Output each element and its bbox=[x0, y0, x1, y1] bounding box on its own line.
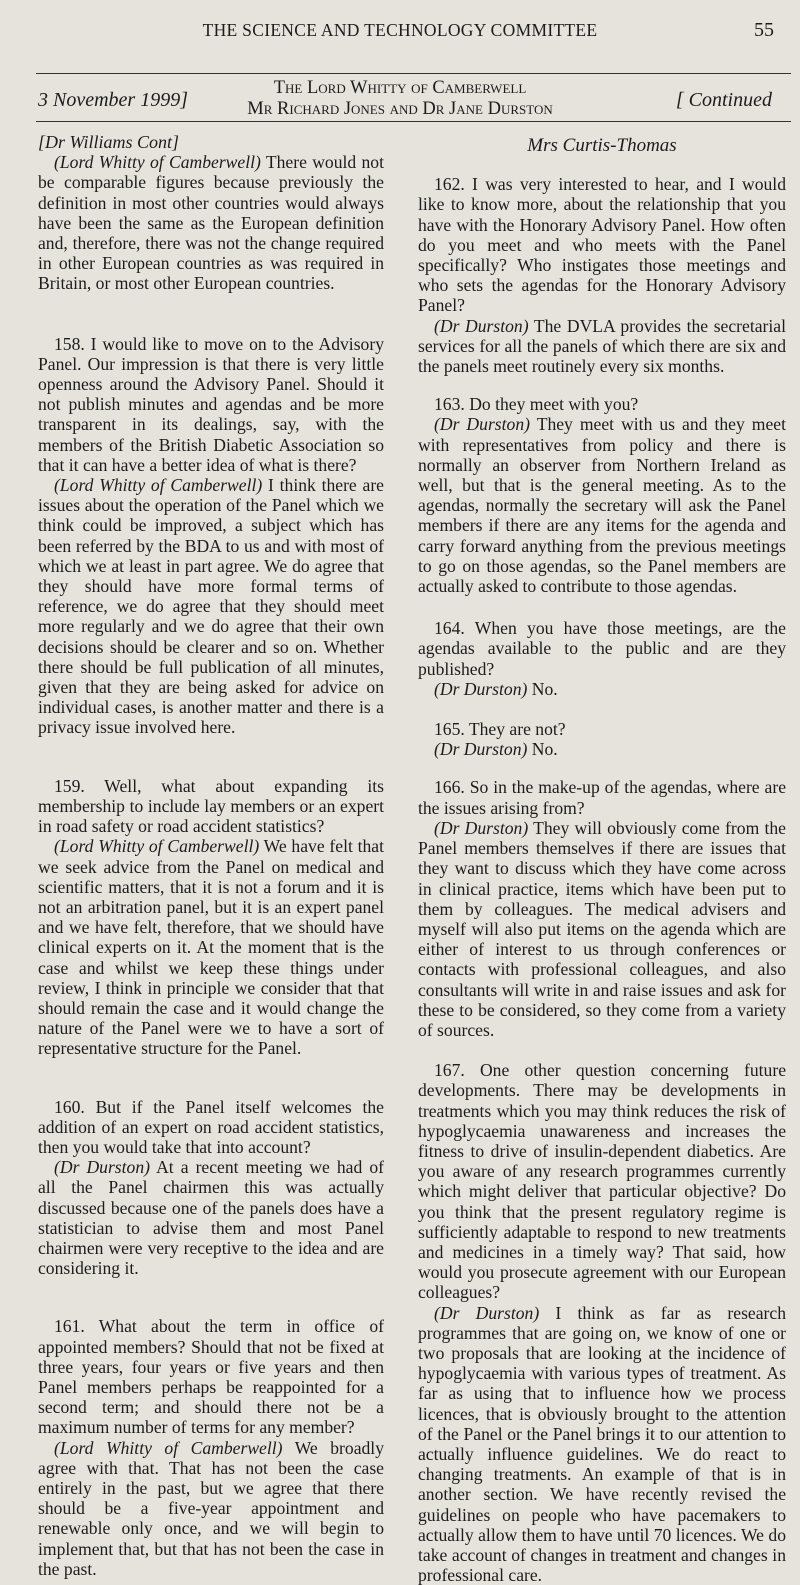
answer-paragraph bbox=[418, 818, 786, 1040]
question-paragraph: 165. They are not? bbox=[434, 719, 566, 740]
question-paragraph: 160. But if the Panel itself welcomes the addition of an expert on road accident statistics, then you would take that into account? bbox=[38, 1096, 384, 1157]
paragraph-text: There would not be comparable figures because previously the definition in most other countries would always have been the same as the European definition and, therefore, there was not the change required in other European countries as was required in Britain, or most other European countries. bbox=[38, 152, 384, 294]
question-paragraph: 159. Well, what about expanding its membership to include lay members or an expert in road safety or road accident statistics? bbox=[38, 775, 384, 837]
question-paragraph: 167. One other question concerning future developments. There may be developments in treatments which you may think reduces the risk of hypoglycaemia unawareness and increases the fitness to drive of insulin-dependent diabetics. Are you aware of any research programmes currently which might deliver that particular objective? Do you think that the present regulatory regime is sufficiently adaptable to respond to new treatments and medicines in a timely way? That said, how would you prosecute agreement with our European colleagues? bbox=[418, 1060, 786, 1303]
speaker-label: (Lord Whitty of Camberwell) bbox=[54, 836, 260, 857]
witness-line-2: Mr Richard Jones and Dr Jane Durston bbox=[247, 99, 553, 119]
question-paragraph: 158. I would like to move on to the Advisory Panel. Our impression is that there is very little openness around the Advisory Panel. Should it not publish minutes and agendas and be more transparent in its dealings, say, with the members of the British Diabetic Association so that it can have a better idea of what is there? bbox=[38, 333, 384, 475]
paragraph-text: At a recent meeting we had of all the Panel chairmen this was actually discussed because one of the panels does have a statistician to advise them and most Panel chairmen were very receptive to the idea and are considering it. bbox=[38, 1157, 384, 1279]
speaker-label: (Lord Whitty of Camberwell) bbox=[54, 152, 261, 173]
speaker-label: (Dr Durston) bbox=[434, 678, 528, 699]
speaker-label: (Dr Durston) bbox=[434, 817, 529, 838]
paragraph-text: No. bbox=[527, 739, 558, 760]
paragraph-text: We broadly agree with that. That has not been the case entirely in the past, but we agree that there should be a five-year appointment and renewable only once, and we will begin to implement that, but that has not been the case in the past. bbox=[38, 1437, 384, 1579]
page-number: 55 bbox=[754, 19, 774, 41]
answer-paragraph bbox=[418, 316, 786, 377]
running-title: THE SCIENCE AND TECHNOLOGY COMMITTEE bbox=[202, 20, 598, 40]
answer-paragraph bbox=[418, 414, 786, 596]
witness-line-1: The Lord Whitty of Camberwell bbox=[273, 78, 527, 98]
left-column bbox=[38, 132, 384, 1579]
answer-paragraph bbox=[38, 1438, 384, 1579]
top-rule bbox=[36, 73, 791, 74]
answer-paragraph bbox=[38, 475, 384, 738]
right-column bbox=[418, 132, 786, 1585]
speaker-label: (Dr Durston) bbox=[434, 1302, 540, 1323]
right-column-heading: Mrs Curtis-Thomas bbox=[527, 135, 677, 156]
speaker-label: (Dr Durston) bbox=[434, 739, 528, 760]
header-bottom-rule bbox=[36, 121, 791, 122]
paragraph-text: I think there are issues about the operation of the Panel which we think could be improved, a subject which has been referred by the BDA to us and with most of which we at least in part agree. We do agree that they should have more formal terms of reference, we do agree that they should meet more regularly and we do agree that their own decisions should be clearer and so on. Whether there should be full publication of all minutes, given that they are being asked for advice on individual cases, is another matter and there is a privacy issue involved here. bbox=[38, 475, 384, 738]
continued-label: [ Continued bbox=[675, 89, 772, 111]
answer-paragraph bbox=[38, 836, 384, 1058]
question-paragraph: 163. Do they meet with you? bbox=[434, 394, 639, 415]
paragraph-text: They will obviously come from the Panel members themselves if there are issues that they want to discuss which they have come across in clinical practice, items which have been put to them by colleagues. The medical advisers and myself will also put items on the agenda which are either of interest to us through conferences or contacts with professional colleagues, and also consultants will write in and raise issues and ask for these to be considered, so they come from a variety of sources. bbox=[418, 817, 786, 1040]
question-paragraph: 166. So in the make-up of the agendas, where are the issues arising from? bbox=[418, 777, 786, 818]
question-paragraph: 164. When you have those meetings, are the agendas available to the public and are they published? bbox=[418, 618, 786, 679]
speaker-label: (Dr Durston) bbox=[54, 1157, 150, 1178]
hearing-date: 3 November 1999] bbox=[38, 89, 188, 111]
speaker-label: (Lord Whitty of Camberwell) bbox=[54, 475, 263, 496]
speaker-label: (Dr Durston) bbox=[434, 315, 529, 336]
question-paragraph: 161. What about the term in office of appointed members? Should that not be fixed at three years, four years or five years and then Panel members perhaps be reappointed for a second term; and should there not be a maximum number of terms for any member? bbox=[38, 1316, 384, 1438]
speaker-label: (Lord Whitty of Camberwell) bbox=[54, 1437, 283, 1458]
speaker-label: (Dr Durston) bbox=[434, 414, 530, 435]
paragraph-text: They meet with us and they meet with representatives from policy and there is normally an observer from Northern Ireland as well, but that is the general meeting. As to the agendas, normally the secretary will ask the Panel members if there are any items for the agenda and carry forward anything from the previous meetings to go on those agendas, so the Panel members are actually asked to contribute to those agendas. bbox=[418, 414, 786, 597]
paragraph-text: We have felt that we seek advice from the Panel on medical and scientific matters, that it is not a forum and it is not an arbitration panel, but it is an expert panel and we have felt, therefore, that we should have clinical experts on it. At the moment that is the case and whilst we keep these things under review, I think in principle we consider that that should remain the case and it would change the nature of the Panel were we to have a sort of representative structure for the Panel. bbox=[38, 836, 385, 1059]
answer-paragraph bbox=[418, 679, 786, 699]
answer-paragraph bbox=[418, 1303, 786, 1585]
question-paragraph: 162. I was very interested to hear, and I would like to know more, about the relationship that you have with the Honorary Advisory Panel. How often do you meet and who meets with the Panel specifically? Who instigates those meetings and who sets the agendas for the Honorary Advisory Panel? bbox=[418, 174, 786, 316]
paragraph-text: The DVLA provides the secretarial services for all the panels of which there are six and the panels meet routinely every six months. bbox=[418, 315, 786, 377]
answer-paragraph bbox=[418, 739, 786, 759]
paragraph-text: No. bbox=[527, 678, 558, 699]
paragraph-text: I think as far as research programmes that are going on, we know of one or two proposals that are looking at the incidence of hypoglycaemia with various types of treatment. As far as using that to influence how we process licences, that is obviously brought to the attention of the Panel or the Panel brings it to our attention to actually influence guidelines. We do react to changing treatments. An example of that is in another section. We have recently revised the guidelines on people who have pacemakers to actually allow them to have until 70 licences. We do take account of changes in treatment and changes in professional care. bbox=[418, 1302, 786, 1585]
answer-paragraph bbox=[38, 1157, 384, 1278]
left-column-heading: [Dr Williams Cont] bbox=[38, 132, 180, 152]
answer-paragraph bbox=[38, 152, 384, 293]
